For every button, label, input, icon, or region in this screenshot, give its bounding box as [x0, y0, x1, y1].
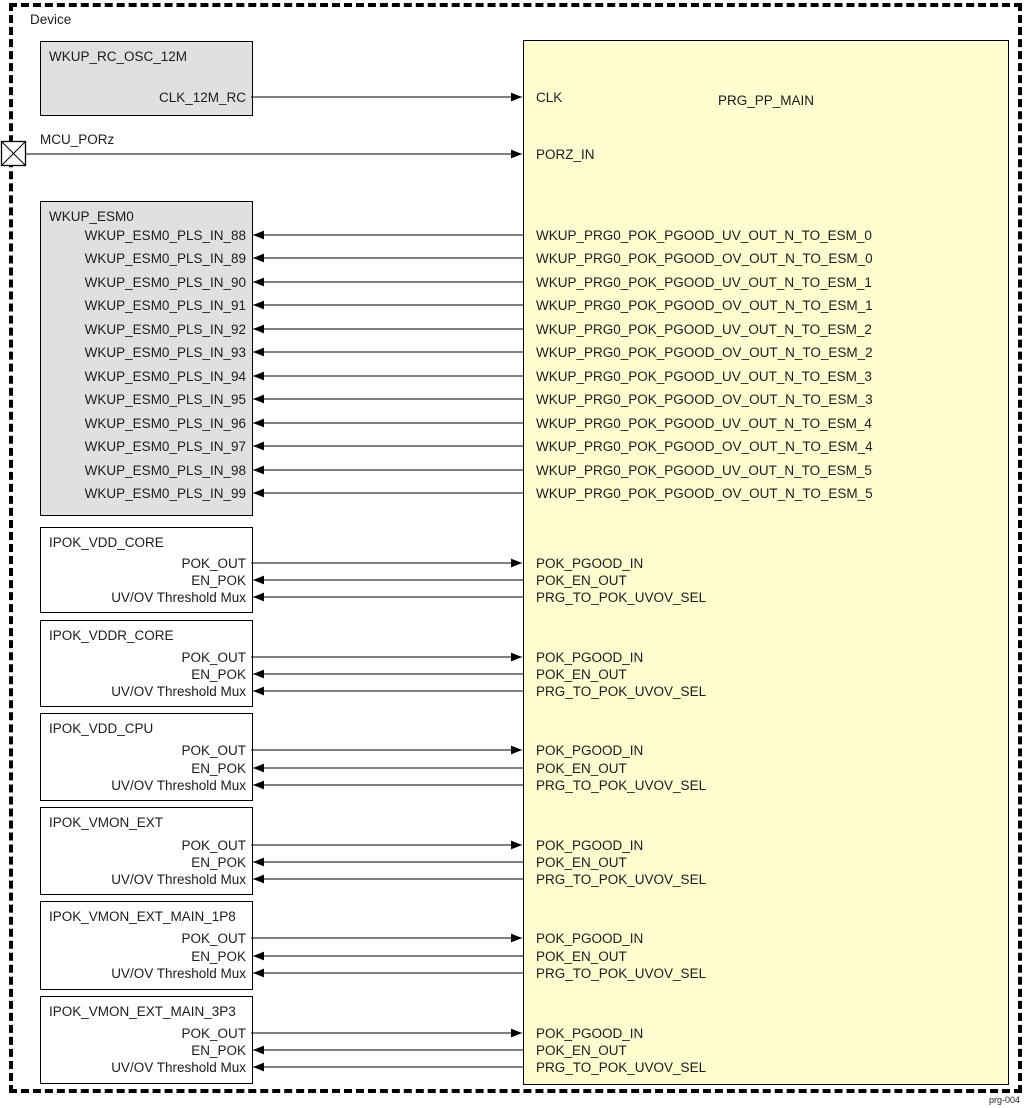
port-pgood-ov-esm-1: WKUP_PRG0_POK_PGOOD_OV_OUT_N_TO_ESM_1	[536, 298, 873, 313]
port-pgood-uv-esm-0: WKUP_PRG0_POK_PGOOD_UV_OUT_N_TO_ESM_0	[536, 228, 872, 243]
port-esm-pls-in-90: WKUP_ESM0_PLS_IN_90	[84, 275, 246, 290]
port-pok-pgood-in: POK_PGOOD_IN	[536, 743, 644, 758]
port-uvov-threshold-mux: UV/OV Threshold Mux	[111, 684, 246, 699]
port-prg-to-pok-uvov-sel: PRG_TO_POK_UVOV_SEL	[536, 1060, 707, 1075]
port-pok-out: POK_OUT	[181, 743, 246, 758]
port-esm-pls-in-88: WKUP_ESM0_PLS_IN_88	[84, 228, 246, 243]
block-ipok-vmon-ext	[40, 807, 253, 895]
port-pgood-uv-esm-2: WKUP_PRG0_POK_PGOOD_UV_OUT_N_TO_ESM_2	[536, 322, 872, 337]
port-esm-pls-in-97: WKUP_ESM0_PLS_IN_97	[84, 439, 246, 454]
block-title: IPOK_VDD_CORE	[49, 535, 164, 550]
port-pok-out: POK_OUT	[181, 556, 246, 571]
port-pok-out: POK_OUT	[181, 931, 246, 946]
port-uvov-threshold-mux: UV/OV Threshold Mux	[111, 966, 246, 981]
port-pok-en-out: POK_EN_OUT	[536, 1043, 627, 1058]
block-ipok-vdd-core	[40, 527, 253, 613]
port-pgood-ov-esm-5: WKUP_PRG0_POK_PGOOD_OV_OUT_N_TO_ESM_5	[536, 486, 873, 501]
port-pgood-ov-esm-4: WKUP_PRG0_POK_PGOOD_OV_OUT_N_TO_ESM_4	[536, 439, 873, 454]
port-pok-en-out: POK_EN_OUT	[536, 855, 627, 870]
port-esm-pls-in-94: WKUP_ESM0_PLS_IN_94	[84, 369, 246, 384]
pin-label: MCU_PORz	[40, 132, 115, 147]
port-uvov-threshold-mux: UV/OV Threshold Mux	[111, 590, 246, 605]
port-pok-pgood-in: POK_PGOOD_IN	[536, 650, 644, 665]
port-esm-pls-in-92: WKUP_ESM0_PLS_IN_92	[84, 322, 246, 337]
block-wkup-esm0	[40, 201, 253, 516]
block-title: IPOK_VMON_EXT	[49, 815, 164, 830]
port-pok-out: POK_OUT	[181, 650, 246, 665]
port-en-pok: EN_POK	[191, 855, 246, 870]
block-title: IPOK_VMON_EXT_MAIN_1P8	[49, 909, 236, 924]
block-ipok-vmon-ext-main-1p8	[40, 901, 253, 990]
port-esm-pls-in-98: WKUP_ESM0_PLS_IN_98	[84, 463, 246, 478]
port-en-pok: EN_POK	[191, 761, 246, 776]
port-pok-en-out: POK_EN_OUT	[536, 667, 627, 682]
port-pok-en-out: POK_EN_OUT	[536, 573, 627, 588]
port-prg-to-pok-uvov-sel: PRG_TO_POK_UVOV_SEL	[536, 778, 707, 793]
block-title: PRG_PP_MAIN	[717, 93, 815, 108]
port-pgood-ov-esm-3: WKUP_PRG0_POK_PGOOD_OV_OUT_N_TO_ESM_3	[536, 392, 873, 407]
block-title: WKUP_RC_OSC_12M	[49, 49, 188, 64]
external-pin-icon	[0, 140, 28, 168]
port-uvov-threshold-mux: UV/OV Threshold Mux	[111, 872, 246, 887]
port-pgood-uv-esm-3: WKUP_PRG0_POK_PGOOD_UV_OUT_N_TO_ESM_3	[536, 369, 872, 384]
port-uvov-threshold-mux: UV/OV Threshold Mux	[111, 778, 246, 793]
block-title: IPOK_VDD_CPU	[49, 721, 154, 736]
port-prg-to-pok-uvov-sel: PRG_TO_POK_UVOV_SEL	[536, 966, 707, 981]
block-title: IPOK_VDDR_CORE	[49, 628, 174, 643]
port-esm-pls-in-91: WKUP_ESM0_PLS_IN_91	[84, 298, 246, 313]
port-clk-12m-rc: CLK_12M_RC	[158, 90, 246, 105]
port-porz-in: PORZ_IN	[536, 147, 595, 162]
port-pgood-ov-esm-2: WKUP_PRG0_POK_PGOOD_OV_OUT_N_TO_ESM_2	[536, 345, 873, 360]
port-uvov-threshold-mux: UV/OV Threshold Mux	[111, 1060, 246, 1075]
port-pgood-uv-esm-4: WKUP_PRG0_POK_PGOOD_UV_OUT_N_TO_ESM_4	[536, 416, 872, 431]
block-ipok-vdd-cpu	[40, 713, 253, 801]
port-pok-pgood-in: POK_PGOOD_IN	[536, 838, 644, 853]
port-esm-pls-in-96: WKUP_ESM0_PLS_IN_96	[84, 416, 246, 431]
block-title: IPOK_VMON_EXT_MAIN_3P3	[49, 1004, 236, 1019]
block-title: WKUP_ESM0	[49, 209, 134, 224]
device-label: Device	[30, 12, 72, 27]
port-pgood-uv-esm-1: WKUP_PRG0_POK_PGOOD_UV_OUT_N_TO_ESM_1	[536, 275, 872, 290]
port-esm-pls-in-93: WKUP_ESM0_PLS_IN_93	[84, 345, 246, 360]
block-wkup-rc-osc-12m	[40, 41, 253, 116]
port-esm-pls-in-95: WKUP_ESM0_PLS_IN_95	[84, 392, 246, 407]
port-esm-pls-in-89: WKUP_ESM0_PLS_IN_89	[84, 251, 246, 266]
block-ipok-vddr-core	[40, 620, 253, 707]
port-en-pok: EN_POK	[191, 1043, 246, 1058]
port-pgood-ov-esm-0: WKUP_PRG0_POK_PGOOD_OV_OUT_N_TO_ESM_0	[536, 251, 873, 266]
port-pok-out: POK_OUT	[181, 838, 246, 853]
port-pok-pgood-in: POK_PGOOD_IN	[536, 556, 644, 571]
port-pok-pgood-in: POK_PGOOD_IN	[536, 931, 644, 946]
figure-id: prg-004	[988, 1095, 1020, 1105]
port-pok-pgood-in: POK_PGOOD_IN	[536, 1026, 644, 1041]
port-en-pok: EN_POK	[191, 949, 246, 964]
port-pok-en-out: POK_EN_OUT	[536, 761, 627, 776]
port-esm-pls-in-99: WKUP_ESM0_PLS_IN_99	[84, 486, 246, 501]
port-prg-to-pok-uvov-sel: PRG_TO_POK_UVOV_SEL	[536, 684, 707, 699]
port-prg-to-pok-uvov-sel: PRG_TO_POK_UVOV_SEL	[536, 872, 707, 887]
port-pgood-uv-esm-5: WKUP_PRG0_POK_PGOOD_UV_OUT_N_TO_ESM_5	[536, 463, 872, 478]
port-en-pok: EN_POK	[191, 573, 246, 588]
block-prg-pp-main	[523, 40, 1009, 1085]
port-en-pok: EN_POK	[191, 667, 246, 682]
port-pok-en-out: POK_EN_OUT	[536, 949, 627, 964]
port-pok-out: POK_OUT	[181, 1026, 246, 1041]
port-prg-to-pok-uvov-sel: PRG_TO_POK_UVOV_SEL	[536, 590, 707, 605]
block-ipok-vmon-ext-main-3p3	[40, 996, 253, 1084]
port-clk: CLK	[536, 90, 563, 105]
